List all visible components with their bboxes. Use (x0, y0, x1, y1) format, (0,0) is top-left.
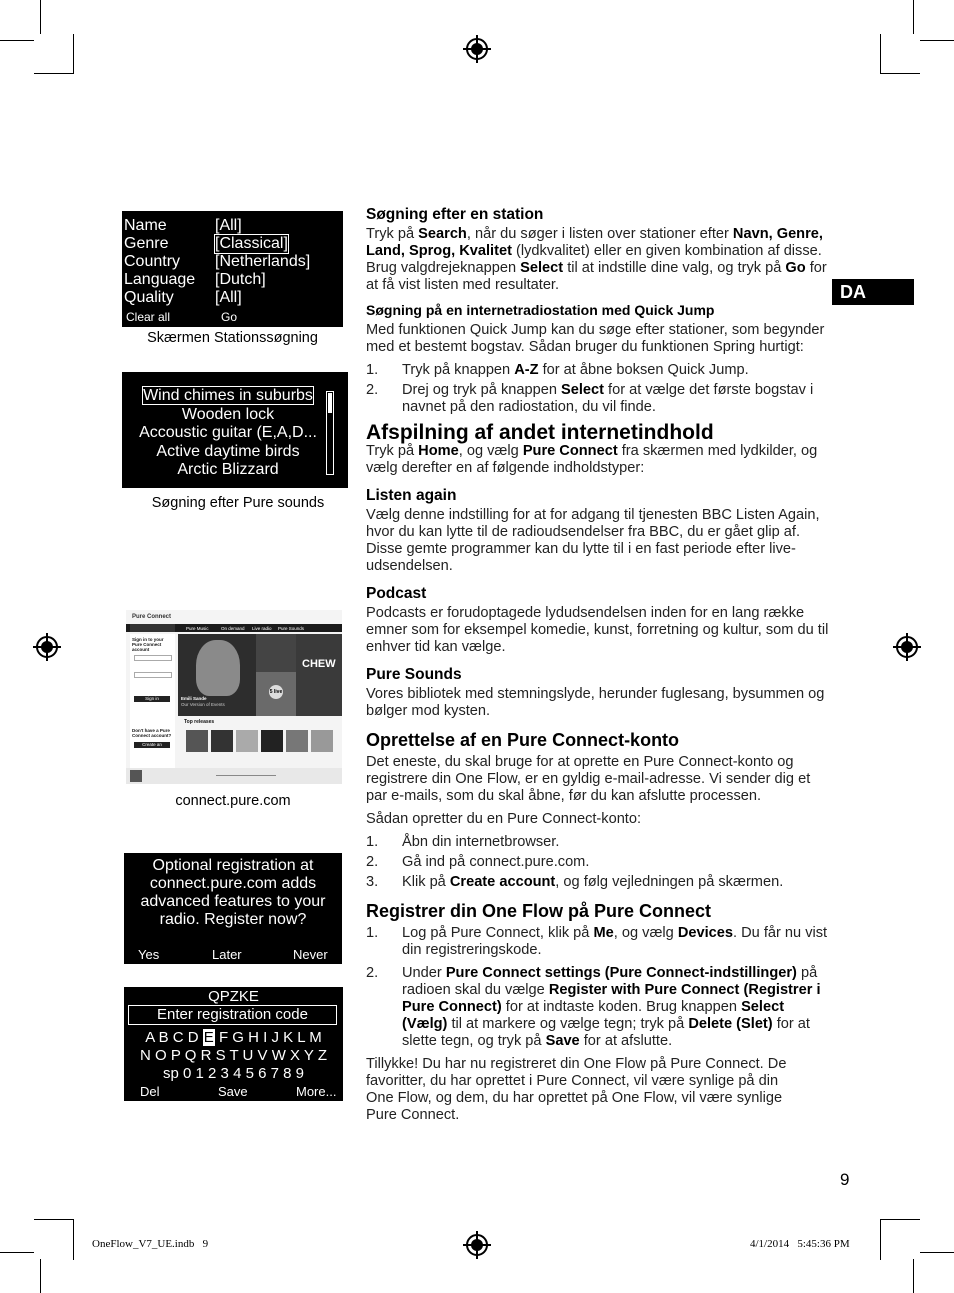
row-value: [Netherlands] (215, 253, 311, 270)
release-cover[interactable] (211, 730, 233, 752)
footer-timestamp: 4/1/2014 5:45:36 PM (750, 1238, 850, 1250)
search-row-name[interactable] (122, 217, 343, 235)
list-item: 1. Åbn din internetbrowser. (366, 834, 560, 850)
release-cover[interactable] (236, 730, 258, 752)
crop-mark (40, 0, 41, 34)
paragraph: Det eneste, du skal bruge for at oprette en Pure Connect-konto og registrere din One Flow, er en gyldig e-mail-adresse. Vi sender dig et par e-mails, som du skal åbne, før du kan afslutte processen. (366, 754, 811, 804)
paragraph: Vælg denne indstilling for at for adgang til tjenesten BBC Listen Again, hvor du kan lytte til de radioudsendelser fra BBC, du er gået glip af. Disse gemte programmer kan du lytte til i en fast periode efter live-udsendelsen. (366, 507, 820, 574)
row-value: [All] (215, 217, 242, 234)
paragraph: Med funktionen Quick Jump kan du søge efter stationer, som begynder med et bestemt bogstav. Sådan bruger du funktionen Spring hurtigt: (366, 322, 825, 355)
player-bar[interactable] (126, 768, 342, 784)
list-item: 3. Klik på Create account, og følg vejledningen på skærmen. (366, 874, 784, 890)
nav-link[interactable]: Pure Music (186, 626, 209, 631)
list-item: 2. Drej og tryk på knappen Select for at vælge det første bogstav i navnet på den radiostation, du vil finde. (366, 382, 814, 415)
release-cover[interactable] (186, 730, 208, 752)
list-item: 1. Log på Pure Connect, klik på Me, og vælg Devices. Du får nu vist din registreringskode. (366, 925, 828, 958)
crop-mark (880, 73, 920, 74)
registration-message: Optional registration at connect.pure.com adds advanced features to your radio. Register now? (140, 857, 326, 928)
registration-mark-icon (466, 38, 488, 60)
station-search-screen (122, 211, 343, 327)
paragraph: Tryk på Search, når du søger i listen over stationer efter Navn, Genre, Land, Sprog, Kvalitet (lydkvalitet) eller en given kombination af disse. Brug valgdrejeknappen Select til at indstille dine valg, og tryk på Go for at få vist listen med resultater. (366, 226, 827, 293)
selected-key[interactable]: E (203, 1029, 214, 1046)
crop-mark (73, 34, 74, 74)
band-logo: CHEW (302, 658, 336, 670)
entered-code: QPZKE (208, 988, 259, 1005)
paragraph: Tillykke! Du har nu registreret din One Flow på Pure Connect. De favoritter, du har oprettet i Pure Connect, vil være synlige på din One Flow, og dem, du har oprettet på One Flow, vil være synlige Pure Connect. (366, 1056, 787, 1123)
list-item: 1. Tryk på knappen A-Z for at åbne boksen Quick Jump. (366, 362, 749, 378)
keyboard-row[interactable]: N O P Q R S T U V W X Y Z (140, 1047, 327, 1064)
sound-item[interactable]: Wooden lock (181, 405, 275, 423)
site-logo[interactable]: Pure Connect (132, 614, 172, 620)
crop-mark (0, 1252, 34, 1253)
footer-file: OneFlow_V7_UE.indb 9 (92, 1238, 209, 1250)
nav-link[interactable]: Pure Sounds (278, 626, 305, 631)
paragraph: Sådan opretter du en Pure Connect-konto: (366, 811, 642, 827)
crop-mark (913, 1259, 914, 1293)
nav-link[interactable]: Live radio (252, 626, 272, 631)
now-playing-art (130, 770, 142, 782)
keyboard-row[interactable]: A B C D E F G H I J K L M (145, 1029, 322, 1046)
sound-item-selected[interactable]: Wind chimes in suburbs (143, 387, 313, 404)
hero-artist: Emili Sande (181, 696, 207, 701)
signin-button[interactable]: Sign in (134, 696, 170, 702)
row-value: [All] (215, 289, 242, 306)
row-label: Quality (124, 289, 174, 306)
keyboard-row[interactable]: sp 0 1 2 3 4 5 6 7 8 9 (163, 1065, 304, 1082)
row-value-selected: [Classical] (215, 235, 288, 252)
list-item: 2. Under Pure Connect settings (Pure Connect-indstillinger) på radioen skal du vælge Register with Pure Connect (Registrer i Pure Connect) for at indtaste koden. Brug knappen Select (Vælg) til at markere og vælge tegn; tryk på Delete (Slet) for at slette tegn, og tryk på Save for at afslutte. (366, 965, 821, 1049)
connect-website-screenshot (126, 610, 342, 784)
language-tab: DA (832, 279, 914, 305)
later-softkey[interactable]: Later (212, 947, 242, 962)
crop-mark (913, 0, 914, 34)
save-softkey[interactable]: Save (218, 1084, 248, 1099)
sound-item[interactable]: Accoustic guitar (E,A,D... (139, 424, 317, 441)
optional-registration-screen (124, 853, 342, 964)
go-softkey[interactable]: Go (221, 310, 238, 324)
release-cover[interactable] (261, 730, 283, 752)
registration-mark-icon (896, 636, 918, 658)
nav-link[interactable]: On demand (221, 626, 245, 631)
no-account-heading: Don't have a Pure Connect account? (132, 728, 172, 738)
figure-caption: Søgning efter Pure sounds (151, 495, 325, 511)
row-label: Language (124, 271, 196, 288)
search-row-country[interactable] (122, 253, 343, 271)
crop-mark (880, 34, 881, 74)
registration-mark-icon (466, 1234, 488, 1256)
release-cover[interactable] (286, 730, 308, 752)
more-softkey[interactable]: More... (296, 1084, 337, 1099)
row-value: [Dutch] (215, 271, 266, 288)
crop-mark (34, 73, 74, 74)
section-heading: Afspilning af andet internetindhold (366, 421, 714, 444)
search-row-genre[interactable] (122, 235, 343, 253)
search-row-language[interactable] (122, 271, 343, 289)
scrollbar[interactable] (326, 391, 334, 475)
figure-caption: Skærmen Stationssøgning (147, 330, 318, 346)
figure-caption: connect.pure.com (175, 793, 291, 809)
section-heading: Oprettelse af en Pure Connect-konto (366, 730, 680, 750)
paragraph: Tryk på Home, og vælg Pure Connect fra skærmen med lydkilder, og vælg derefter en af følgende indholdstyper: (366, 443, 818, 476)
scrollbar-thumb[interactable] (328, 393, 332, 413)
password-field[interactable] (134, 672, 172, 678)
registration-code-screen (124, 987, 343, 1101)
pure-sounds-screen (122, 372, 348, 488)
top-releases-heading: Top releases (184, 719, 215, 725)
clear-all-softkey[interactable]: Clear all (126, 310, 171, 324)
signin-heading: Sign in to your Pure Connect account (132, 637, 164, 652)
subsection-heading: Pure Sounds (366, 666, 462, 683)
sound-item[interactable]: Arctic Blizzard (177, 461, 279, 478)
section-heading: Registrer din One Flow på Pure Connect (366, 901, 712, 921)
crop-mark (920, 40, 954, 41)
hero-album: Our Version of Events (181, 702, 225, 707)
crop-mark (40, 1259, 41, 1293)
release-cover[interactable] (311, 730, 333, 752)
subsection-heading: Podcast (366, 585, 427, 602)
row-label: Genre (124, 235, 169, 252)
search-row-quality[interactable] (122, 289, 343, 307)
row-label: Country (124, 253, 181, 270)
crop-mark (920, 1252, 954, 1253)
email-field[interactable] (134, 655, 172, 661)
page-number: 9 (840, 1170, 850, 1189)
crop-mark (73, 1220, 74, 1260)
list-item: 2. Gå ind på connect.pure.com. (366, 854, 590, 870)
paragraph: Vores bibliotek med stemningslyde, herunder fuglesang, bysummen og bølger mod kysten. (366, 686, 825, 719)
create-account-button[interactable]: Create an account (134, 742, 170, 748)
main-text-column (366, 196, 832, 1130)
crop-mark (880, 1220, 881, 1260)
code-input[interactable]: Enter registration code (128, 1005, 337, 1025)
numbered-list (366, 362, 832, 416)
numbered-list (366, 925, 832, 1050)
yes-softkey[interactable]: Yes (138, 947, 160, 962)
subsection-heading: Listen again (366, 487, 457, 504)
sound-item[interactable]: Active daytime birds (156, 442, 300, 460)
never-softkey[interactable]: Never (293, 947, 328, 962)
numbered-list (366, 834, 832, 891)
del-softkey[interactable]: Del (140, 1084, 160, 1099)
channel-logo: 5 live (269, 685, 283, 699)
paragraph: Podcasts er forudoptagede lydudsendelsen inden for en lang række emner som for eksempel komedie, kunst, forretning og kultur, som du til enhver tid kan vælge. (366, 605, 829, 655)
progress-track[interactable] (216, 775, 276, 776)
subsection-heading: Søgning på en internetradiostation med Quick Jump (366, 302, 715, 318)
crop-mark (0, 40, 34, 41)
crop-mark (34, 1219, 74, 1220)
row-label: Name (124, 217, 167, 234)
section-heading: Søgning efter en station (366, 206, 544, 223)
crop-mark (880, 1219, 920, 1220)
registration-mark-icon (36, 636, 58, 658)
